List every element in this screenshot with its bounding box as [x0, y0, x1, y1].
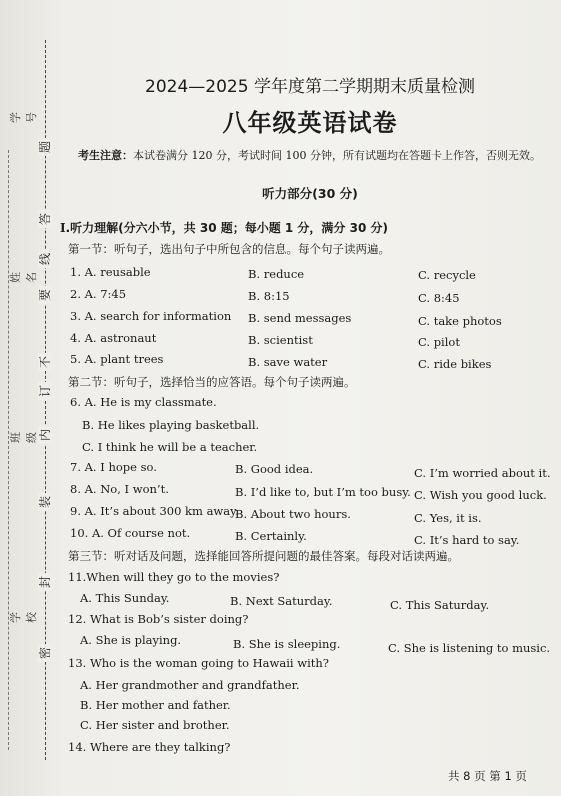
- q4-option-a: 4. A. astronaut: [70, 331, 157, 345]
- notice-text: 本试卷满分 120 分，考试时间 100 分钟，所有试题均在答题卡上作答，否则无效。: [133, 149, 541, 162]
- q4-option-b: B. scientist: [248, 333, 313, 347]
- binding-char: 题: [38, 138, 52, 156]
- q8-option-a: 8. A. No, I won’t.: [70, 482, 169, 496]
- field-label-school: 学校: [9, 612, 38, 623]
- binding-char: 密: [38, 644, 52, 662]
- q3-option-c: C. take photos: [418, 314, 502, 328]
- sec3-instruction: 第三节：听对话及问题，选择能回答所提问题的最佳答案。每段对话读两遍。: [68, 549, 459, 563]
- q13-option-a: A. Her grandmother and grandfather.: [80, 678, 300, 692]
- q11-option-b: B. Next Saturday.: [230, 594, 333, 608]
- field-label-class: 班级: [9, 432, 38, 443]
- sec2-instruction: 第二节：听句子，选择恰当的应答语。每个句子读两遍。: [68, 375, 356, 389]
- q2-option-b: B. 8:15: [248, 289, 290, 303]
- q6-option-b: B. He likes playing basketball.: [82, 418, 260, 432]
- q4-option-c: C. pilot: [418, 335, 460, 349]
- section-heading: 听力部分(30 分): [262, 186, 358, 201]
- q12-option-a: A. She is playing.: [80, 633, 182, 647]
- binding-char: 要: [38, 286, 52, 304]
- binding-char: 封: [38, 573, 52, 591]
- q12-option-c: C. She is listening to music.: [388, 641, 551, 655]
- field-label-name: 姓名: [9, 272, 38, 283]
- q14-question: 14. Where are they talking?: [68, 740, 231, 754]
- exam-subtitle: 八年级英语试卷: [222, 109, 398, 137]
- q13-question: 13. Who is the woman going to Hawaii with?: [68, 656, 329, 670]
- q8-option-b: B. I’d like to, but I’m too busy.: [235, 485, 411, 499]
- q7-option-b: B. Good idea.: [235, 462, 314, 476]
- q6-option-c: C. I think he will be a teacher.: [82, 440, 258, 454]
- binding-char: 不: [38, 353, 52, 371]
- part-heading-text: .听力理解(分六小节，共 30 题；每小题 1 分，满分 30 分): [65, 221, 388, 235]
- binding-char: 装: [38, 493, 52, 511]
- q1-option-b: B. reduce: [248, 267, 305, 281]
- field-label-student-id: 学号: [9, 112, 38, 123]
- q7-option-c: C. I’m worried about it.: [414, 466, 551, 480]
- notice: [78, 147, 558, 163]
- q9-option-b: B. About two hours.: [235, 507, 351, 521]
- q3-option-b: B. send messages: [248, 311, 352, 325]
- q5-option-c: C. ride bikes: [418, 357, 492, 371]
- part-heading: [60, 219, 388, 236]
- q11-option-c: C. This Saturday.: [390, 598, 490, 612]
- q12-option-b: B. She is sleeping.: [233, 637, 341, 651]
- notice-label: 考生注意：: [78, 149, 133, 162]
- binding-char: 内: [38, 426, 52, 444]
- exam-title: 2024—2025 学年度第二学期期末质量检测: [145, 77, 475, 97]
- q9-option-c: C. Yes, it is.: [414, 511, 482, 525]
- q2-option-c: C. 8:45: [418, 291, 460, 305]
- binding-char: 答: [38, 210, 52, 228]
- binding-char: 线: [38, 250, 52, 268]
- q7-option-a: 7. A. I hope so.: [70, 460, 157, 474]
- sec1-instruction: 第一节：听句子，选出句子中所包含的信息。每个句子读两遍。: [68, 242, 390, 256]
- q13-option-c: C. Her sister and brother.: [80, 718, 230, 732]
- q5-option-b: B. save water: [248, 355, 328, 369]
- page-footer: 共 8 页 第 1 页: [448, 769, 527, 783]
- q5-option-a: 5. A. plant trees: [70, 352, 164, 366]
- q6-option-a: 6. A. He is my classmate.: [70, 395, 217, 409]
- q3-option-a: 3. A. search for information: [70, 309, 232, 323]
- q9-option-a: 9. A. It’s about 300 km away.: [70, 504, 239, 518]
- q13-option-b: B. Her mother and father.: [80, 698, 231, 712]
- binding-strip: [0, 0, 58, 796]
- q1-option-c: C. recycle: [418, 268, 476, 282]
- q11-question: 11.When will they go to the movies?: [68, 570, 280, 584]
- q11-option-a: A. This Sunday.: [80, 591, 170, 605]
- q10-option-c: C. It’s hard to say.: [414, 533, 520, 547]
- part-roman: Ⅰ: [60, 221, 66, 235]
- binding-char: 订: [38, 382, 52, 400]
- binding-dashed-line-outer: [8, 150, 9, 750]
- q2-option-a: 2. A. 7:45: [70, 287, 127, 301]
- q1-option-a: 1. A. reusable: [70, 265, 151, 279]
- q10-option-b: B. Certainly.: [235, 529, 307, 543]
- q12-question: 12. What is Bob’s sister doing?: [68, 612, 249, 626]
- q8-option-c: C. Wish you good luck.: [414, 488, 547, 502]
- q10-option-a: 10. A. Of course not.: [70, 526, 191, 540]
